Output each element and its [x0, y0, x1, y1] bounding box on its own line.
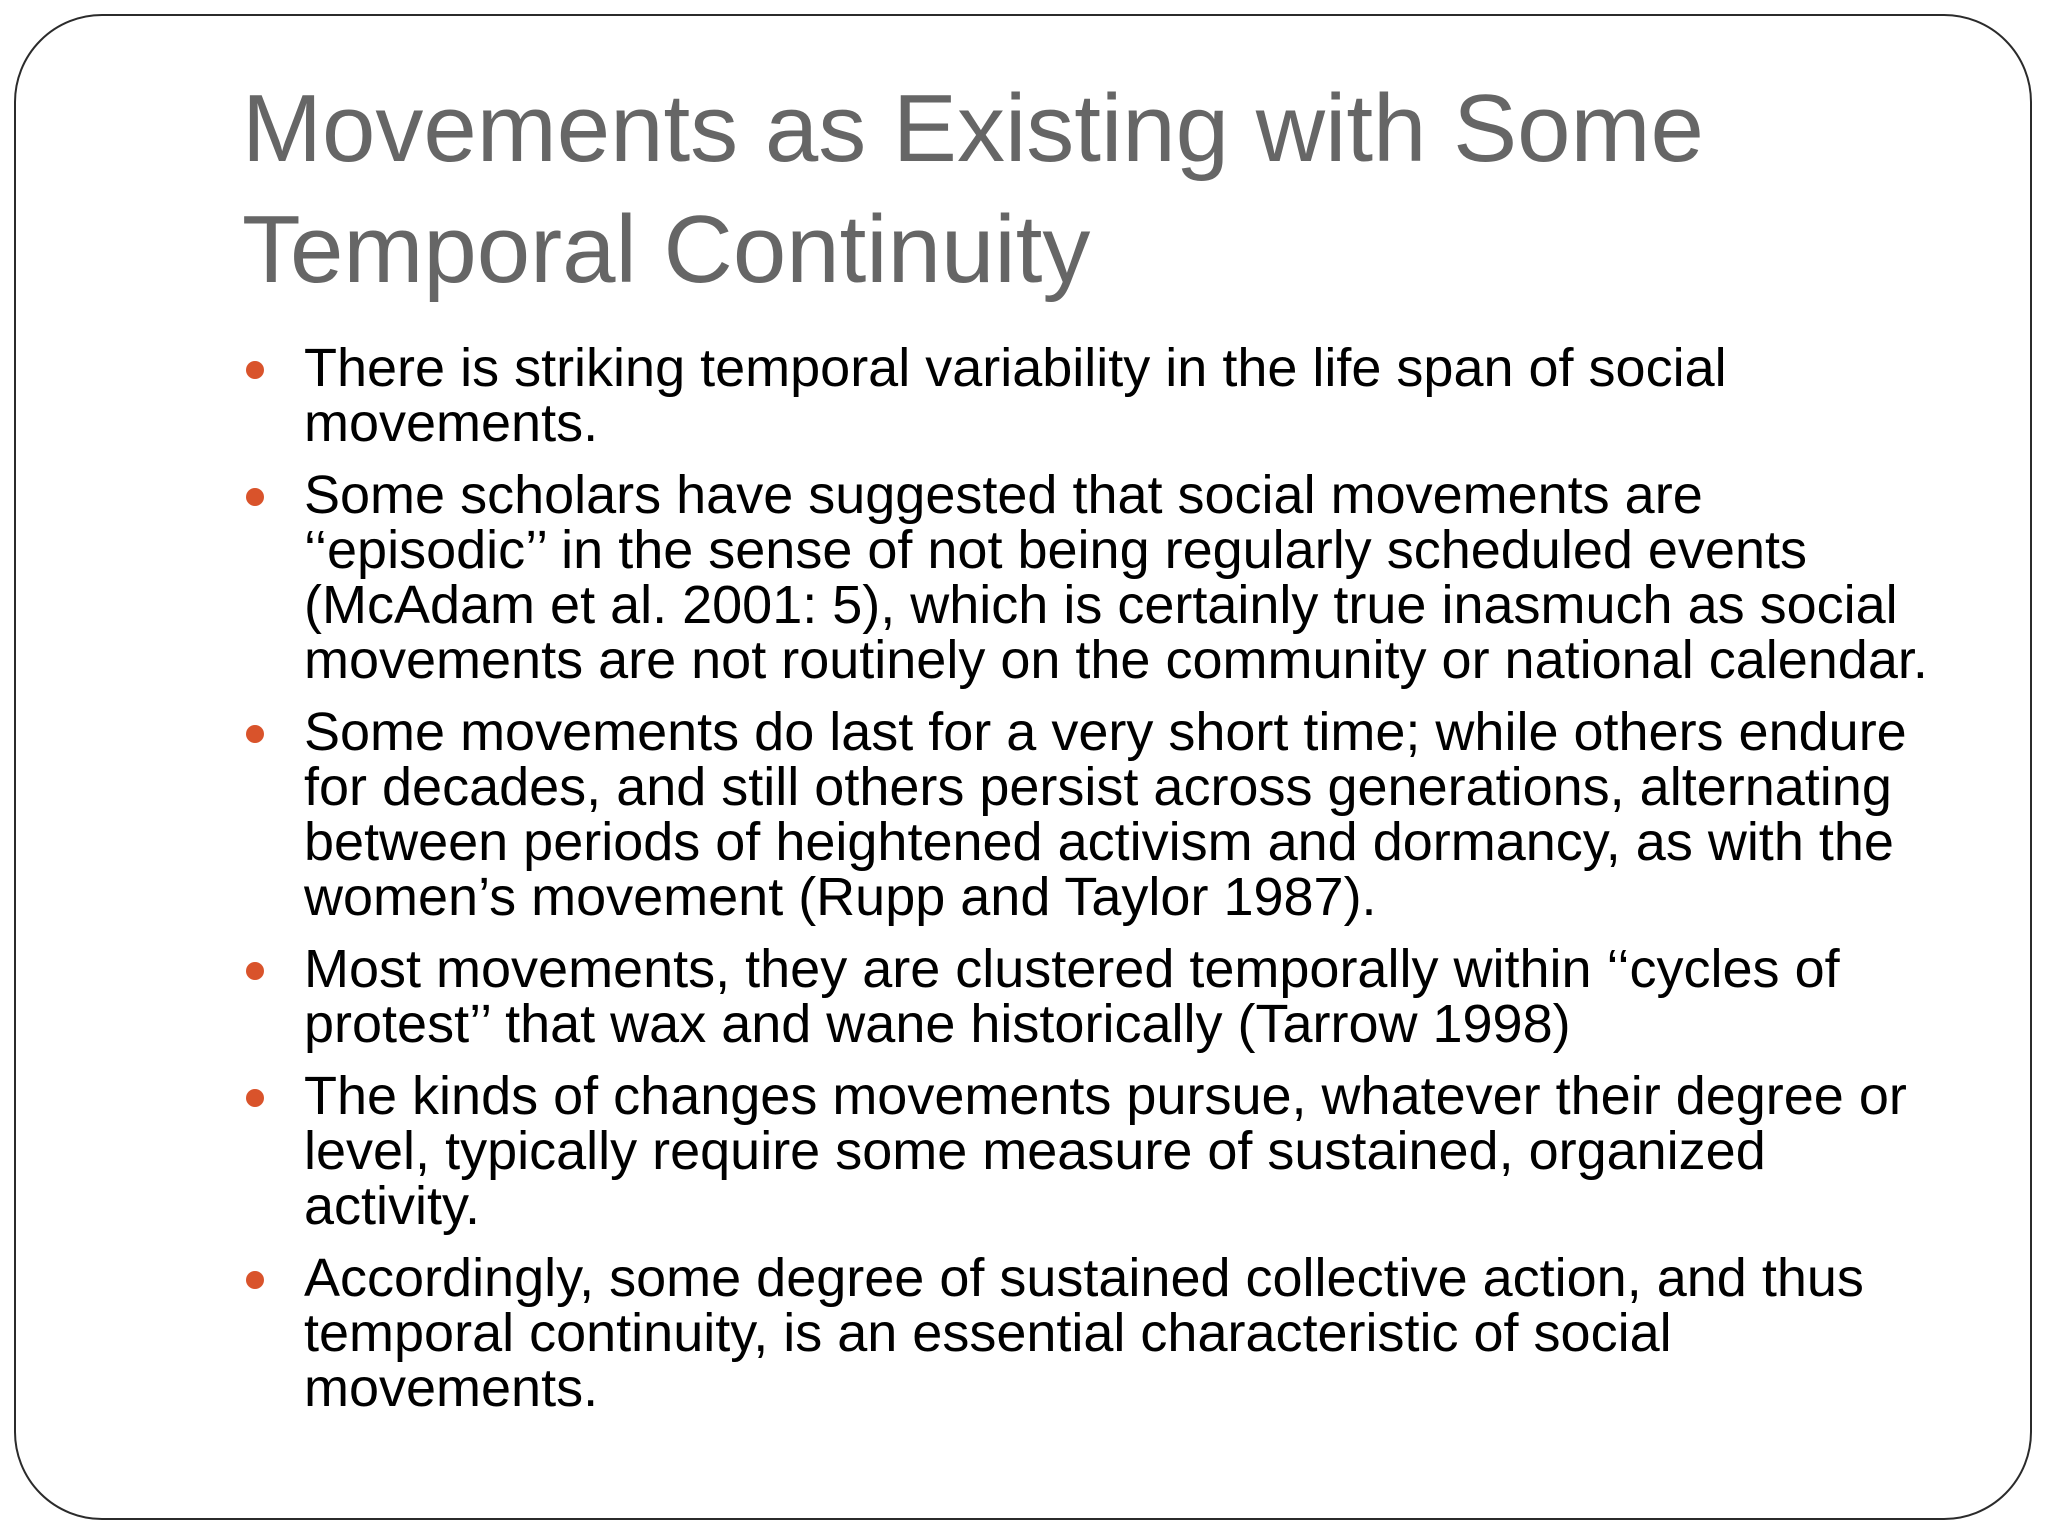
bullet-dot-icon	[246, 1271, 264, 1289]
bullet-dot-icon	[246, 1089, 264, 1107]
bullet-text: Most movements, they are clustered temporally within ‘‘cycles of protest’’ that wax and wane historically (Tarrow 1998)	[304, 939, 1840, 1054]
bullet-item	[242, 939, 1942, 1054]
bullet-item	[242, 338, 1942, 453]
bullet-dot-icon	[246, 962, 264, 980]
bullet-text: There is striking temporal variability in the life span of social movements.	[304, 338, 1727, 453]
slide-title: Movements as Existing with Some Temporal Continuity	[242, 75, 1704, 303]
bullet-text: Some scholars have suggested that social movements are ‘‘episodic’’ in the sense of not being regularly scheduled events (McAdam et al. 2001: 5), which is certainly true inasmuch as social movements are not routinely on the community or national calendar.	[304, 465, 1928, 690]
bullet-text: The kinds of changes movements pursue, whatever their degree or level, typically require some measure of sustained, organized activity.	[304, 1066, 1907, 1236]
bullet-dot-icon	[246, 725, 264, 743]
bullet-item	[242, 465, 1942, 690]
bullet-item	[242, 1066, 1942, 1236]
bullet-list	[242, 338, 1942, 1433]
bullet-text: Some movements do last for a very short time; while others endure for decades, and still others persist across generations, alternating between periods of heightened activism and dormancy, as with the women’s movement (Rupp and Taylor 1987).	[304, 702, 1907, 927]
bullet-item	[242, 1248, 1942, 1418]
bullet-dot-icon	[246, 361, 264, 379]
bullet-item	[242, 702, 1942, 927]
bullet-text: Accordingly, some degree of sustained collective action, and thus temporal continuity, is an essential characteristic of social movements.	[304, 1248, 1864, 1418]
slide	[14, 14, 2032, 1520]
bullet-dot-icon	[246, 488, 264, 506]
